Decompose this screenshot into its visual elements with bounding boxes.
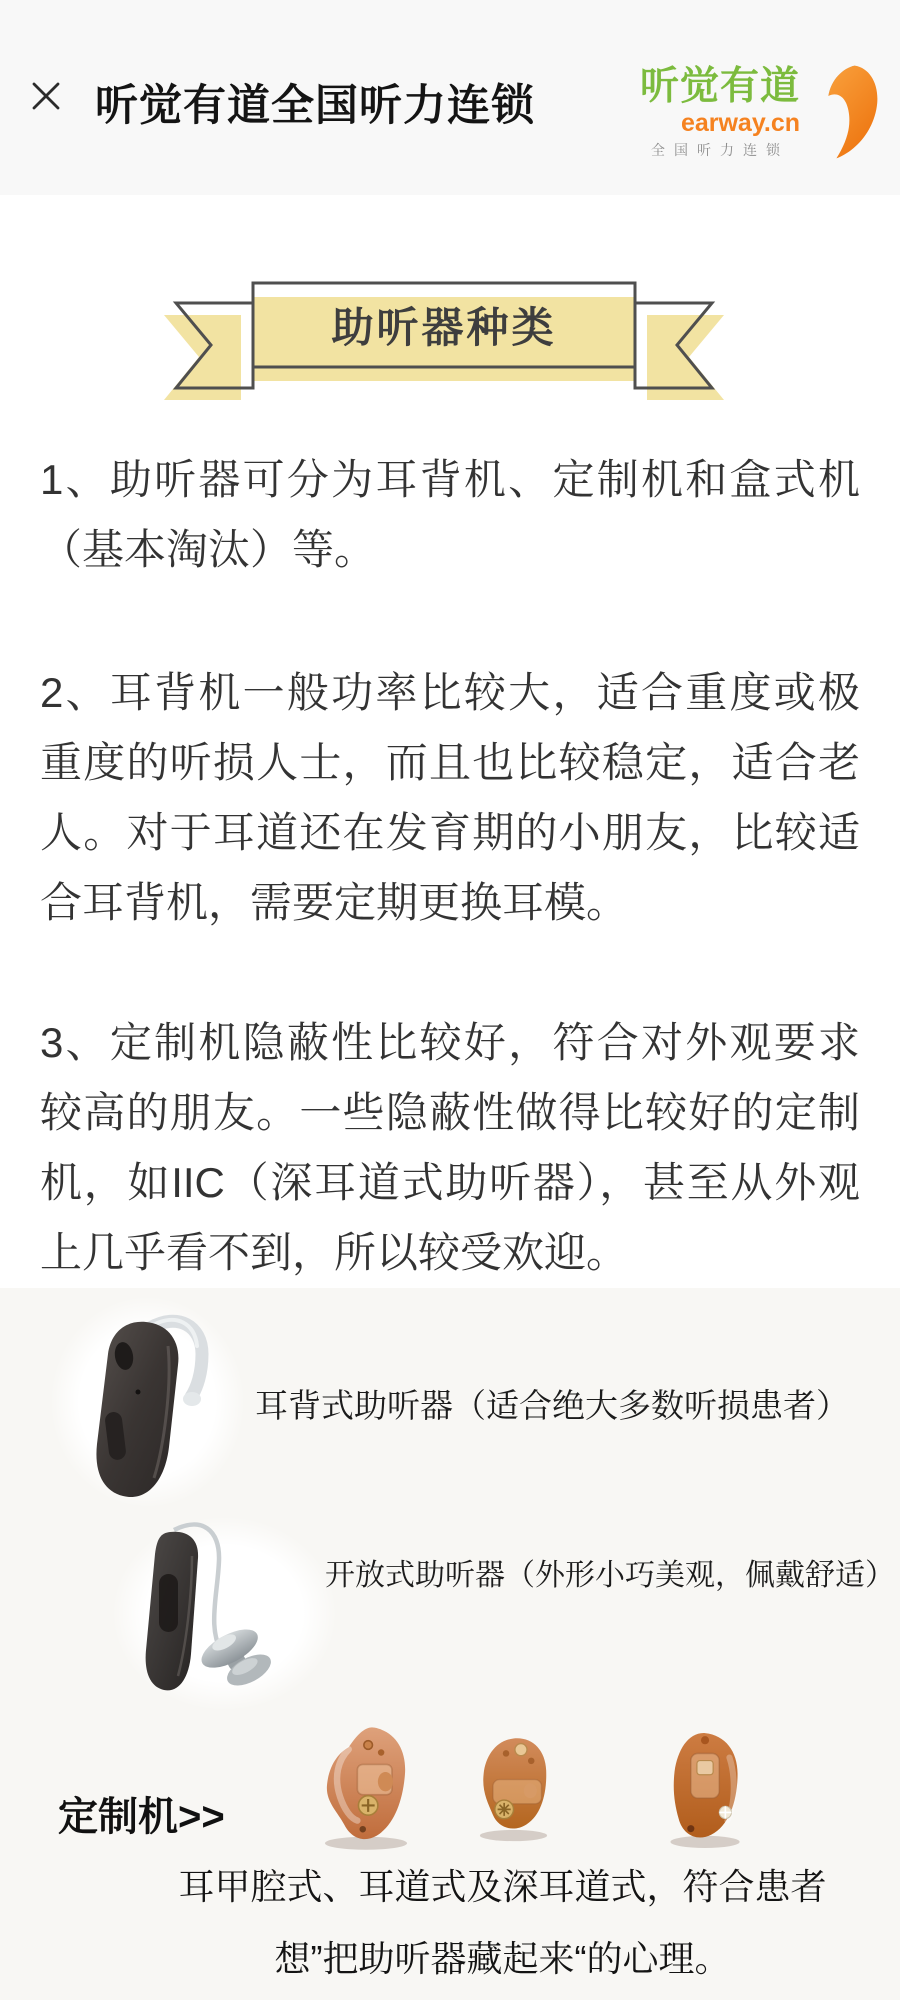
product-row-open-fit bbox=[0, 1518, 900, 1703]
section-banner bbox=[0, 270, 900, 400]
header-bar bbox=[0, 0, 900, 195]
product-row-custom bbox=[0, 1703, 900, 2000]
paragraph-1: 1、助听器可分为耳背机、定制机和盒式机（基本淘汰）等。 bbox=[40, 456, 860, 573]
brand-logo-texts bbox=[630, 66, 800, 159]
product-section bbox=[0, 1288, 900, 2000]
open-fit-caption: 开放式助听器（外形小巧美观，佩戴舒适） bbox=[325, 1559, 895, 1592]
custom-caption-line-1: 耳甲腔式、耳道式及深耳道式，符合患者 bbox=[178, 1866, 827, 1907]
brand-logo[interactable] bbox=[630, 58, 878, 166]
custom-aid-canal-image bbox=[466, 1731, 561, 1843]
ear-swoosh-icon bbox=[806, 60, 878, 164]
custom-caption bbox=[0, 1851, 900, 1995]
custom-aid-concha-image bbox=[312, 1721, 420, 1851]
close-button[interactable] bbox=[28, 78, 64, 114]
brand-name: 听觉有道 bbox=[639, 64, 800, 108]
brand-domain: earway.cn bbox=[680, 108, 800, 137]
custom-aid-cic-image bbox=[652, 1727, 754, 1849]
bte-hearing-aid-image bbox=[50, 1296, 245, 1508]
bte-caption: 耳背式助听器（适合绝大多数听损患者） bbox=[255, 1387, 849, 1424]
page-title: 听觉有道全国听力连锁 bbox=[95, 82, 535, 130]
brand-tagline: 全国听力连锁 bbox=[651, 141, 789, 158]
product-row-bte bbox=[0, 1288, 900, 1518]
section-banner-title: 助听器种类 bbox=[331, 304, 557, 351]
close-icon bbox=[31, 81, 61, 111]
article-body bbox=[0, 195, 900, 1288]
custom-caption-line-2: 想”把助听器藏起来“的心理。 bbox=[274, 1938, 731, 1979]
custom-machines-label: 定制机>> bbox=[58, 1795, 225, 1839]
paragraph-2: 2、耳背机一般功率比较大，适合重度或极重度的听损人士，而且也比较稳定，适合老人。对于耳道还在发育期的小朋友，比较适合耳背机，需要定期更换耳模。 bbox=[40, 669, 860, 926]
paragraph-3: 3、定制机隐蔽性比较好，符合对外观要求较高的朋友。一些隐蔽性做得比较好的定制机，如IIC（深耳道式助听器），甚至从外观上几乎看不到，所以较受欢迎。 bbox=[40, 1019, 860, 1276]
open-fit-hearing-aid-image bbox=[112, 1516, 337, 1711]
